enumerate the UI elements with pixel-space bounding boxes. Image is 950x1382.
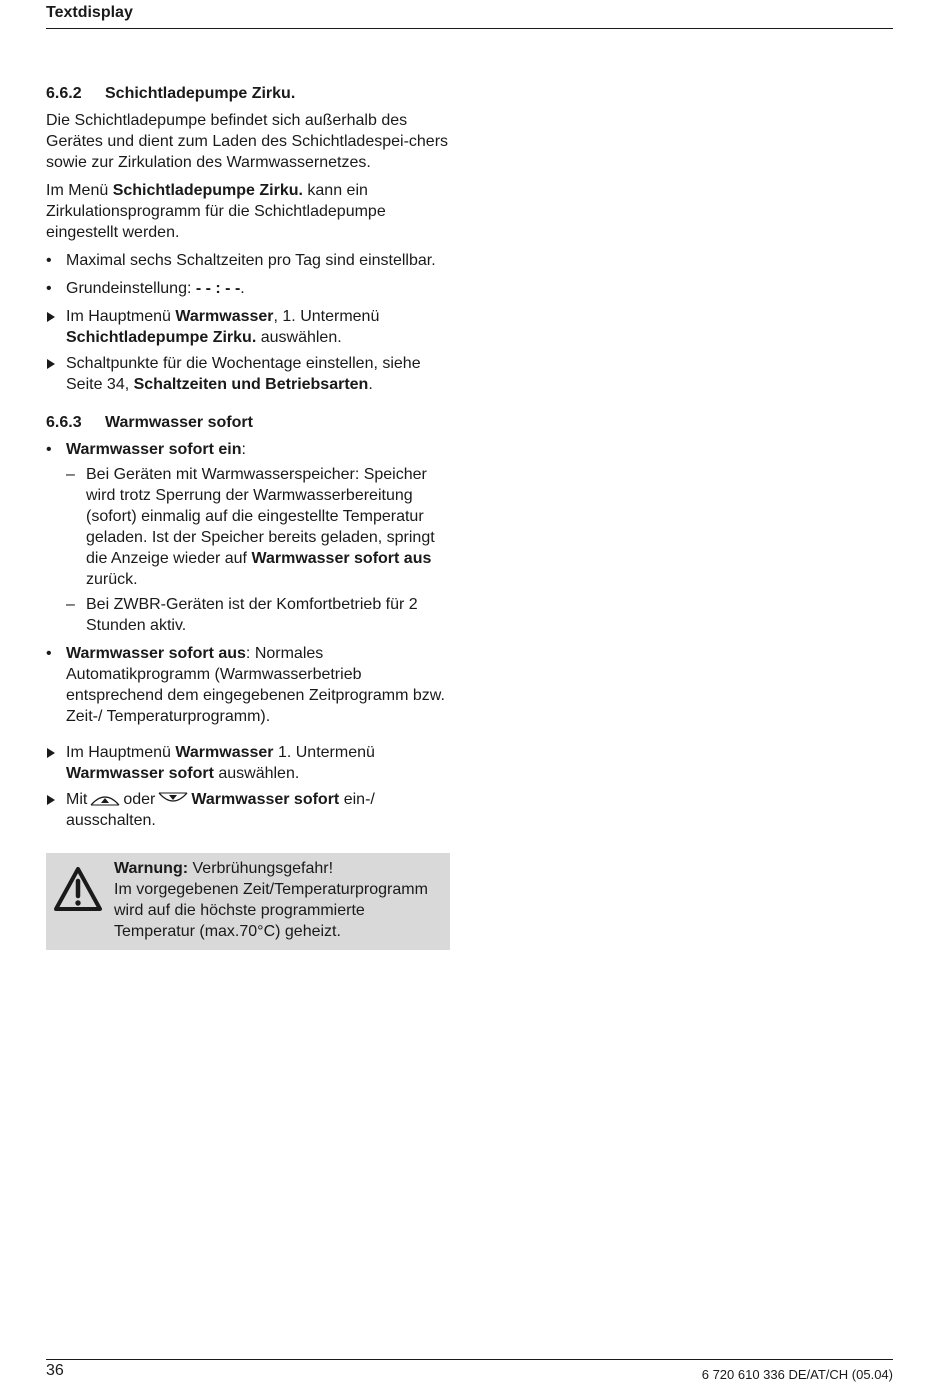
arrow-icon [47, 359, 55, 369]
dash-item [46, 594, 458, 636]
document-id: 6 720 610 336 DE/AT/CH (05.04) [701, 1367, 893, 1382]
text: Im vorgegebenen Zeit/Temperaturprogramm wird auf die höchste programmierte Temperatur (max.70°C) geheizt. [114, 881, 428, 940]
text: ein-/ ausschalten. [66, 791, 375, 829]
bullet-item [46, 250, 458, 271]
section-heading-6-6-2 [46, 83, 458, 104]
section-title: Schichtladepumpe Zirku. [105, 85, 296, 102]
bullet-item [46, 643, 458, 727]
text: Im Menü [46, 182, 113, 199]
bold-text: Warmwasser sofort [66, 765, 214, 782]
instruction-step [46, 789, 458, 831]
bullet-dot: • [46, 280, 52, 297]
warning-text [114, 858, 442, 942]
instruction-step [46, 306, 458, 348]
paragraph: Die Schichtladepumpe befindet sich außerhalb des Gerätes und dient zum Laden des Schichtladespei-chers sowie zur Zirkulation des Warmwassernetzes. [46, 112, 449, 171]
text: Grundeinstellung: [66, 280, 196, 297]
warning-label: Warnung: [114, 860, 189, 877]
text: 1. Untermenü [273, 744, 375, 761]
arrow-icon [47, 795, 55, 805]
bold-text: Schaltzeiten und Betriebsarten [133, 376, 369, 393]
text: kann ein Zirkulationsprogramm für die Schichtladepumpe eingestellt werden. [46, 182, 386, 241]
text: Bei Geräten mit Warmwasserspeicher: Speicher wird trotz Sperrung der Warmwasserbereitung (sofort) einmalig auf die eingestellte Temperatur geladen. Ist der Speicher bereits geladen, springt die Anzeige wieder auf [86, 466, 435, 567]
bullet-item [46, 278, 458, 299]
text: zurück. [86, 571, 138, 588]
down-button-icon [158, 791, 188, 807]
bold-text: Warmwasser sofort aus [251, 550, 432, 567]
section-title: Warmwasser sofort [105, 414, 253, 431]
bold-text: - - : - - [195, 280, 241, 297]
bold-text: Warmwasser sofort [191, 791, 340, 808]
text: Verbrühungsgefahr! [188, 860, 334, 877]
dash-mark: – [66, 596, 75, 613]
bold-text: Warmwasser [175, 308, 274, 325]
arrow-icon [47, 312, 55, 322]
text: , 1. Untermenü [273, 308, 380, 325]
bullet-dot: • [46, 645, 52, 662]
instruction-step [46, 353, 458, 395]
dash-mark: – [66, 466, 75, 483]
bold-text: Warmwasser sofort aus [66, 645, 246, 662]
bullet-item [46, 439, 458, 460]
text: . [368, 376, 373, 393]
page-footer [46, 1359, 893, 1382]
bold-text: Warmwasser [175, 744, 274, 761]
text: auswählen. [213, 765, 300, 782]
warning-box [46, 853, 450, 950]
section-number: 6.6.3 [46, 414, 82, 431]
text: auswählen. [256, 329, 342, 346]
up-button-icon [90, 791, 120, 807]
text: : Normales Automatikprogramm (Warmwasserbetrieb entsprechend dem eingegebenen Zeitprogramm bzw. Zeit-/ Temperaturprogramm). [66, 645, 445, 725]
arrow-icon [47, 748, 55, 758]
text: Bei ZWBR-Geräten ist der Komfortbetrieb für 2 Stunden aktiv. [86, 596, 418, 634]
bullet-dot: • [46, 252, 52, 269]
bold-text: Warmwasser sofort ein [66, 441, 242, 458]
text: . [240, 280, 245, 297]
instruction-step [46, 742, 458, 784]
page-number: 36 [46, 1362, 64, 1379]
main-column [46, 83, 458, 950]
header-title: Textdisplay [46, 4, 133, 21]
text: Mit [66, 791, 88, 808]
paragraph [46, 180, 458, 243]
text: Im Hauptmenü [66, 744, 176, 761]
bold-text: Schichtladepumpe Zirku. [112, 182, 303, 199]
text: Im Hauptmenü [66, 308, 176, 325]
section-number: 6.6.2 [46, 85, 82, 102]
text: : [241, 441, 246, 458]
dash-item [46, 464, 458, 590]
text: oder [123, 791, 156, 808]
section-heading-6-6-3 [46, 412, 458, 433]
bold-text: Schichtladepumpe Zirku. [66, 329, 257, 346]
page-header [46, 4, 893, 29]
bullet-dot: • [46, 441, 52, 458]
text: Maximal sechs Schaltzeiten pro Tag sind einstellbar. [66, 252, 436, 269]
text: Schaltpunkte für die Wochentage einstellen, siehe Seite 34, [66, 355, 421, 393]
warning-triangle-icon [53, 866, 103, 912]
